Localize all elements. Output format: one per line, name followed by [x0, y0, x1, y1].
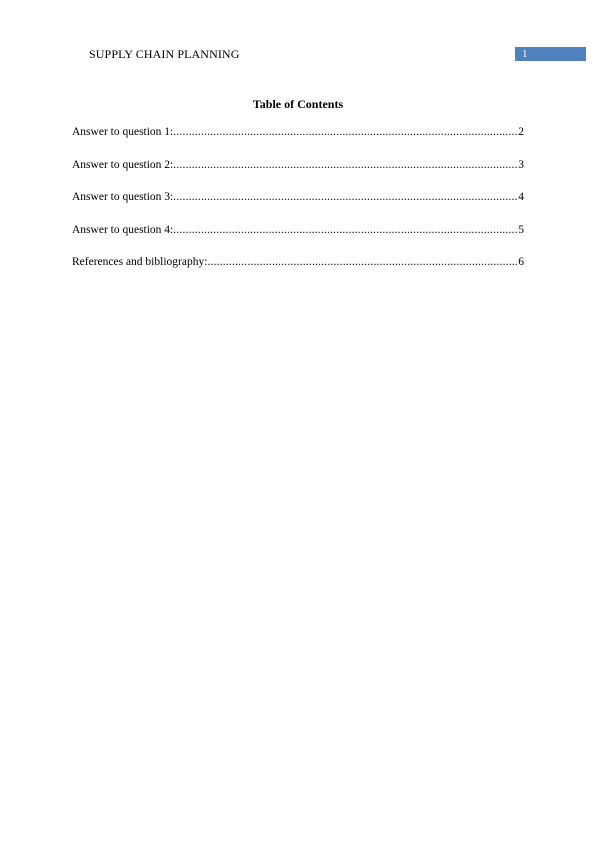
toc-title: Table of Contents	[252, 97, 344, 111]
toc-dot-leader	[173, 158, 518, 172]
running-header-title: SUPPLY CHAIN PLANNING	[89, 47, 240, 61]
toc-entry-label: Answer to question 4:	[72, 223, 174, 236]
toc-entry-label: References and bibliography:	[72, 256, 208, 268]
toc-dot-leader	[173, 190, 518, 204]
toc-entry-references[interactable]	[72, 255, 524, 269]
toc-entry-label: Answer to question 2:	[72, 158, 174, 171]
toc-dot-leader	[207, 255, 518, 269]
header-page-number: 1	[515, 47, 586, 61]
toc-entry-page: 4	[518, 191, 524, 203]
toc-list	[72, 125, 524, 288]
toc-entry-label: Answer to question 1:	[72, 126, 174, 138]
toc-entry-question-1[interactable]	[72, 125, 524, 139]
toc-dot-leader	[173, 125, 518, 139]
toc-entry-label: Answer to question 3:	[72, 191, 174, 203]
toc-entry-page: 3	[518, 158, 524, 171]
toc-entry-question-4[interactable]	[72, 223, 524, 237]
toc-entry-page: 5	[518, 223, 524, 236]
toc-entry-question-2[interactable]	[72, 158, 524, 172]
toc-entry-page: 2	[518, 126, 524, 138]
toc-entry-question-3[interactable]	[72, 190, 524, 204]
toc-dot-leader	[173, 223, 518, 237]
toc-entry-page: 6	[518, 256, 524, 268]
